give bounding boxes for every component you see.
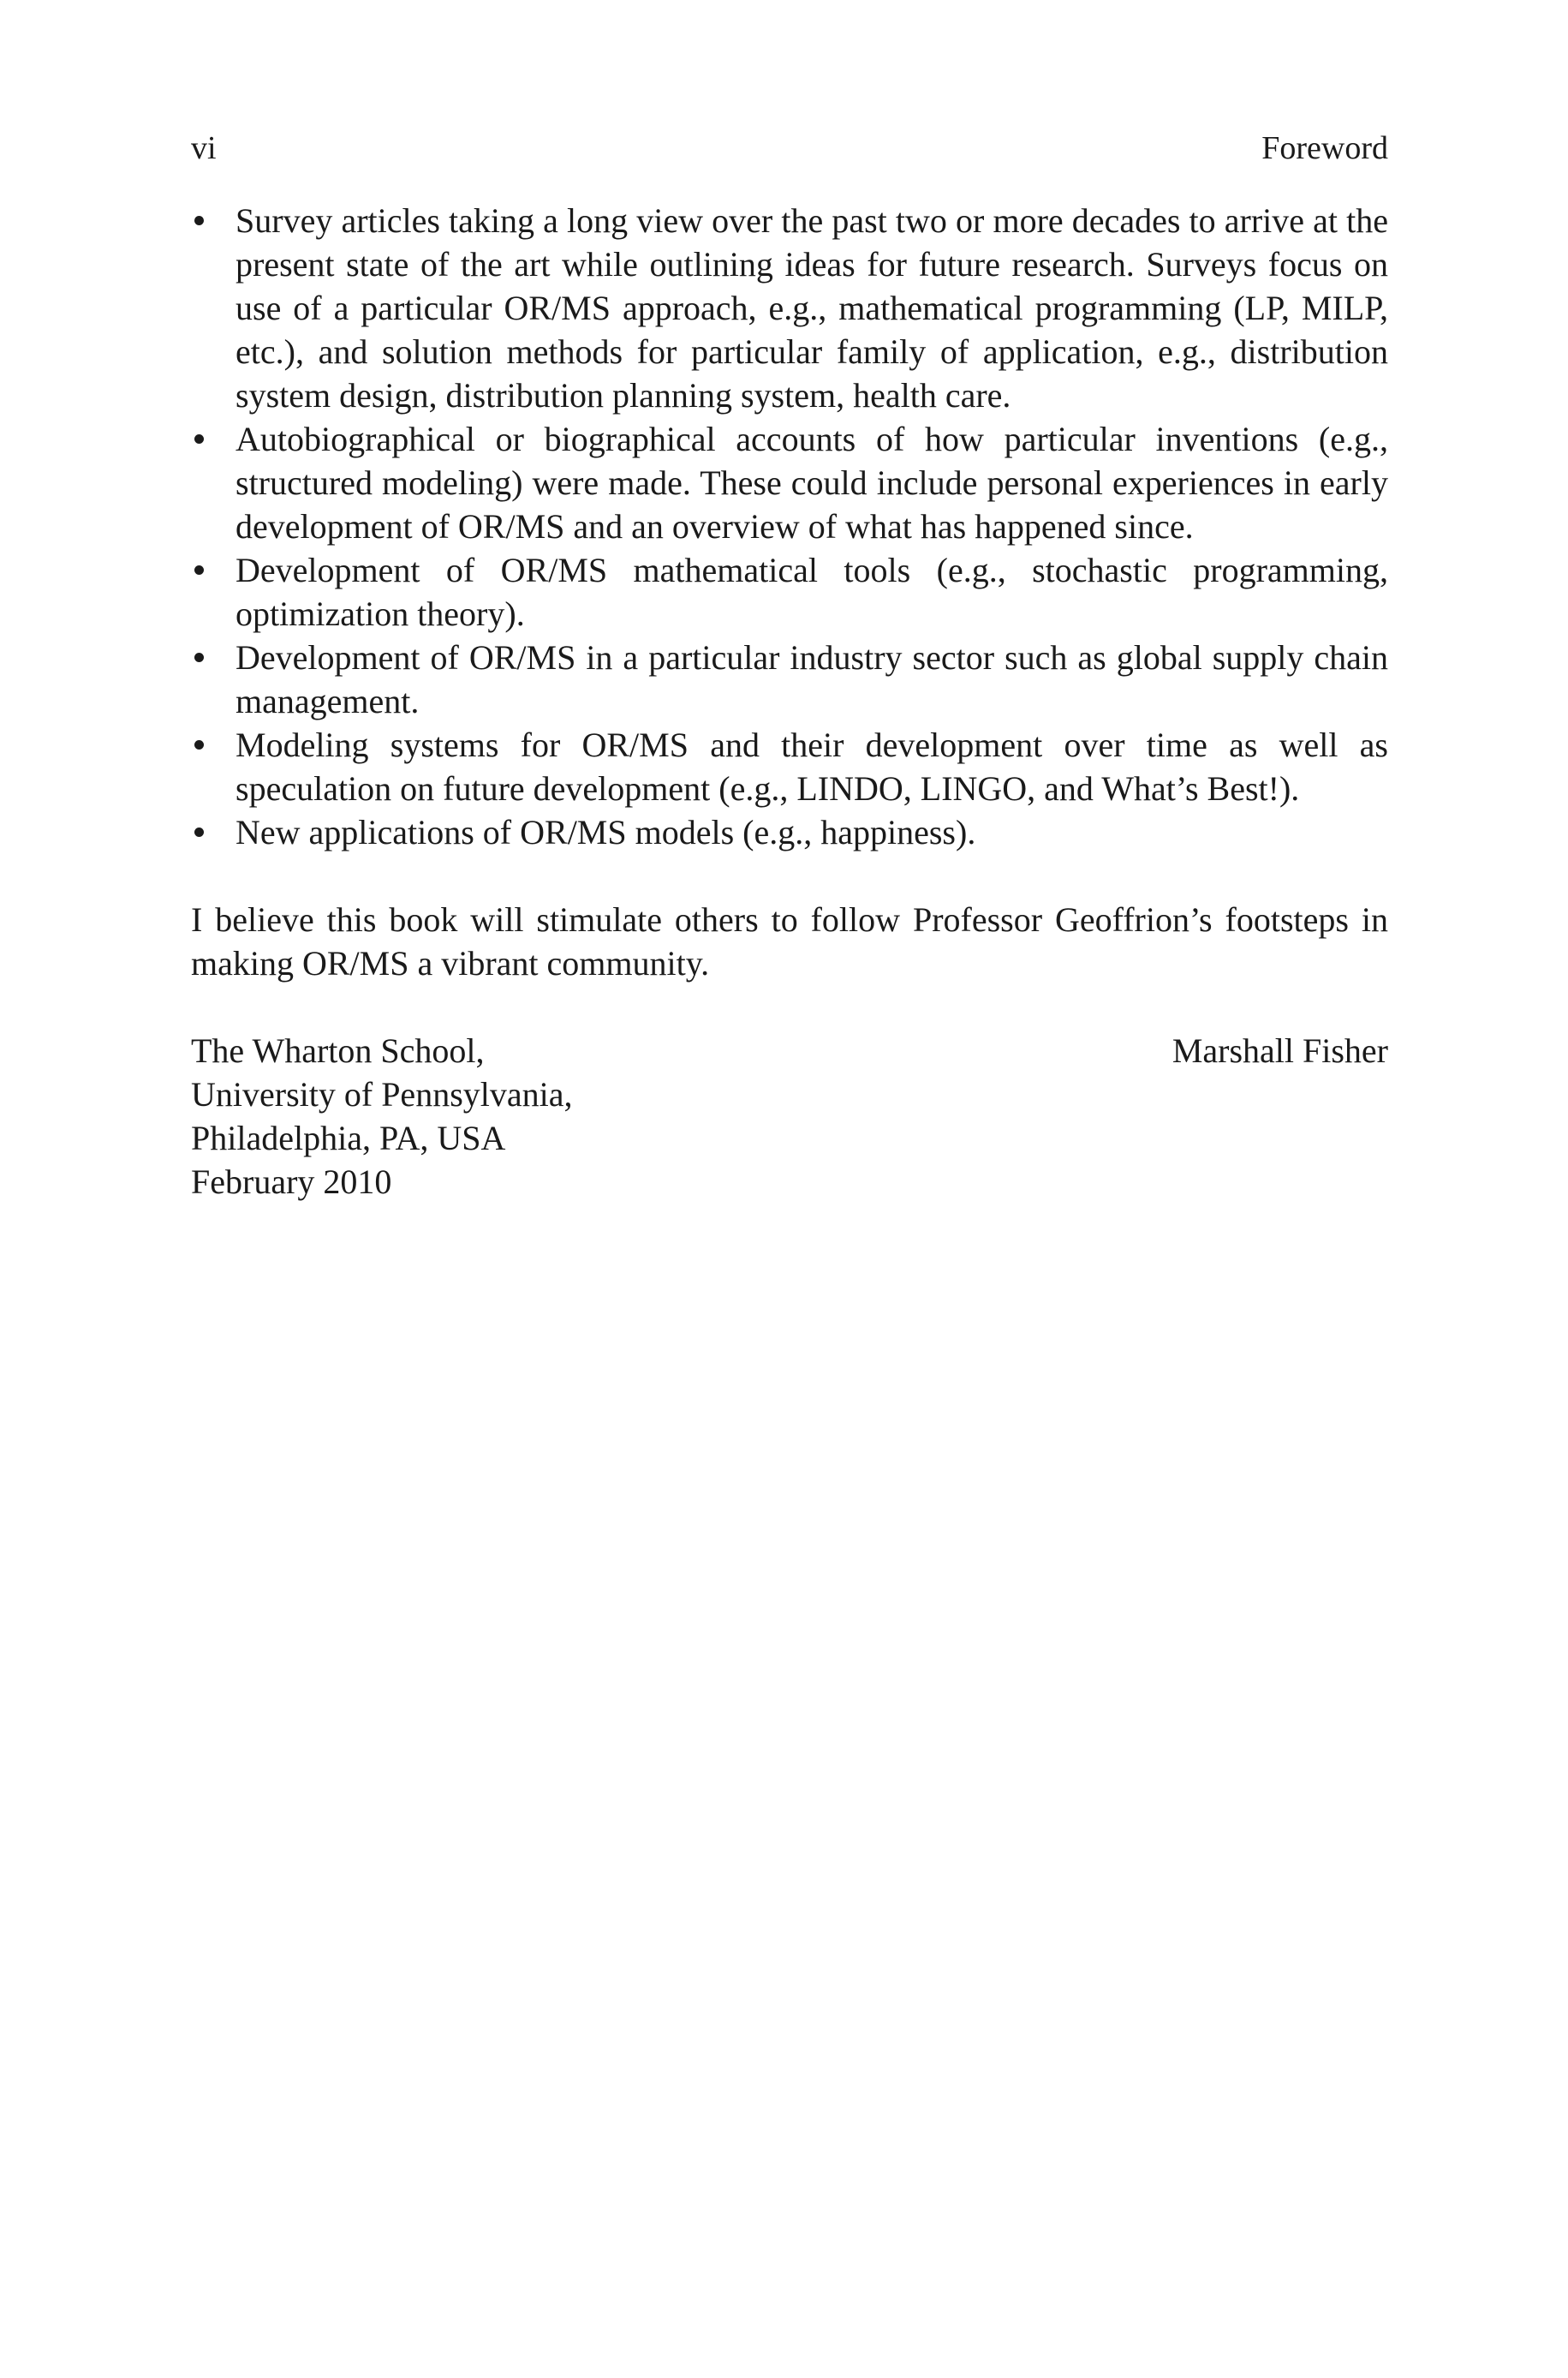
list-item-text: Development of OR/MS mathematical tools (e.g., stochastic programming, optimization theory).	[235, 551, 1388, 633]
institution-line: University of Pennsylvania,	[191, 1075, 573, 1114]
list-item-text: Development of OR/MS in a particular industry sector such as global supply chain management.	[235, 638, 1388, 720]
body-text	[191, 199, 1388, 1217]
institution-line: Philadelphia, PA, USA	[191, 1119, 506, 1157]
list-item-text: Survey articles taking a long view over the past two or more decades to arrive at the present state of the art while outlining ideas for future research. Surveys focus on use of a particular OR/MS approach, e.g., mathematical programming (LP, MILP, etc.), and solution methods for particular family of application, e.g., distribution system design, distribution planning system, health care.	[235, 201, 1388, 415]
date-line: February 2010	[191, 1162, 392, 1201]
bullet-icon	[194, 828, 204, 837]
bullet-icon	[194, 216, 204, 225]
institution-line: The Wharton School,	[191, 1031, 485, 1070]
list-item-text: Autobiographical or biographical accounts of how particular inventions (e.g., structured modeling) were made. These could include personal experiences in early development of OR/MS and an overview of what has happened since.	[235, 420, 1388, 546]
closing-paragraph: I believe this book will stimulate others to follow Professor Geoffrion’s footsteps in making OR/MS a vibrant community.	[191, 900, 1388, 983]
section-title: Foreword	[1261, 130, 1388, 166]
bullet-icon	[194, 653, 204, 662]
bullet-icon	[194, 434, 204, 444]
list-item	[191, 199, 1388, 417]
list-item-text: Modeling systems for OR/MS and their development over time as well as speculation on future development (e.g., LINDO, LINGO, and What’s Best!).	[235, 726, 1388, 808]
author-name: Marshall Fisher	[1172, 1031, 1388, 1070]
signature-block	[191, 1029, 1388, 1217]
institution-block	[191, 1029, 573, 1204]
running-head	[191, 127, 1388, 170]
list-item	[191, 636, 1388, 723]
list-item-text: New applications of OR/MS models (e.g., happiness).	[235, 813, 976, 851]
list-item	[191, 810, 1388, 854]
bullet-icon	[194, 565, 204, 575]
list-item	[191, 548, 1388, 636]
page-number: vi	[191, 130, 217, 166]
bullet-icon	[194, 740, 204, 750]
list-item	[191, 723, 1388, 810]
bullet-list	[191, 199, 1388, 854]
list-item	[191, 417, 1388, 548]
